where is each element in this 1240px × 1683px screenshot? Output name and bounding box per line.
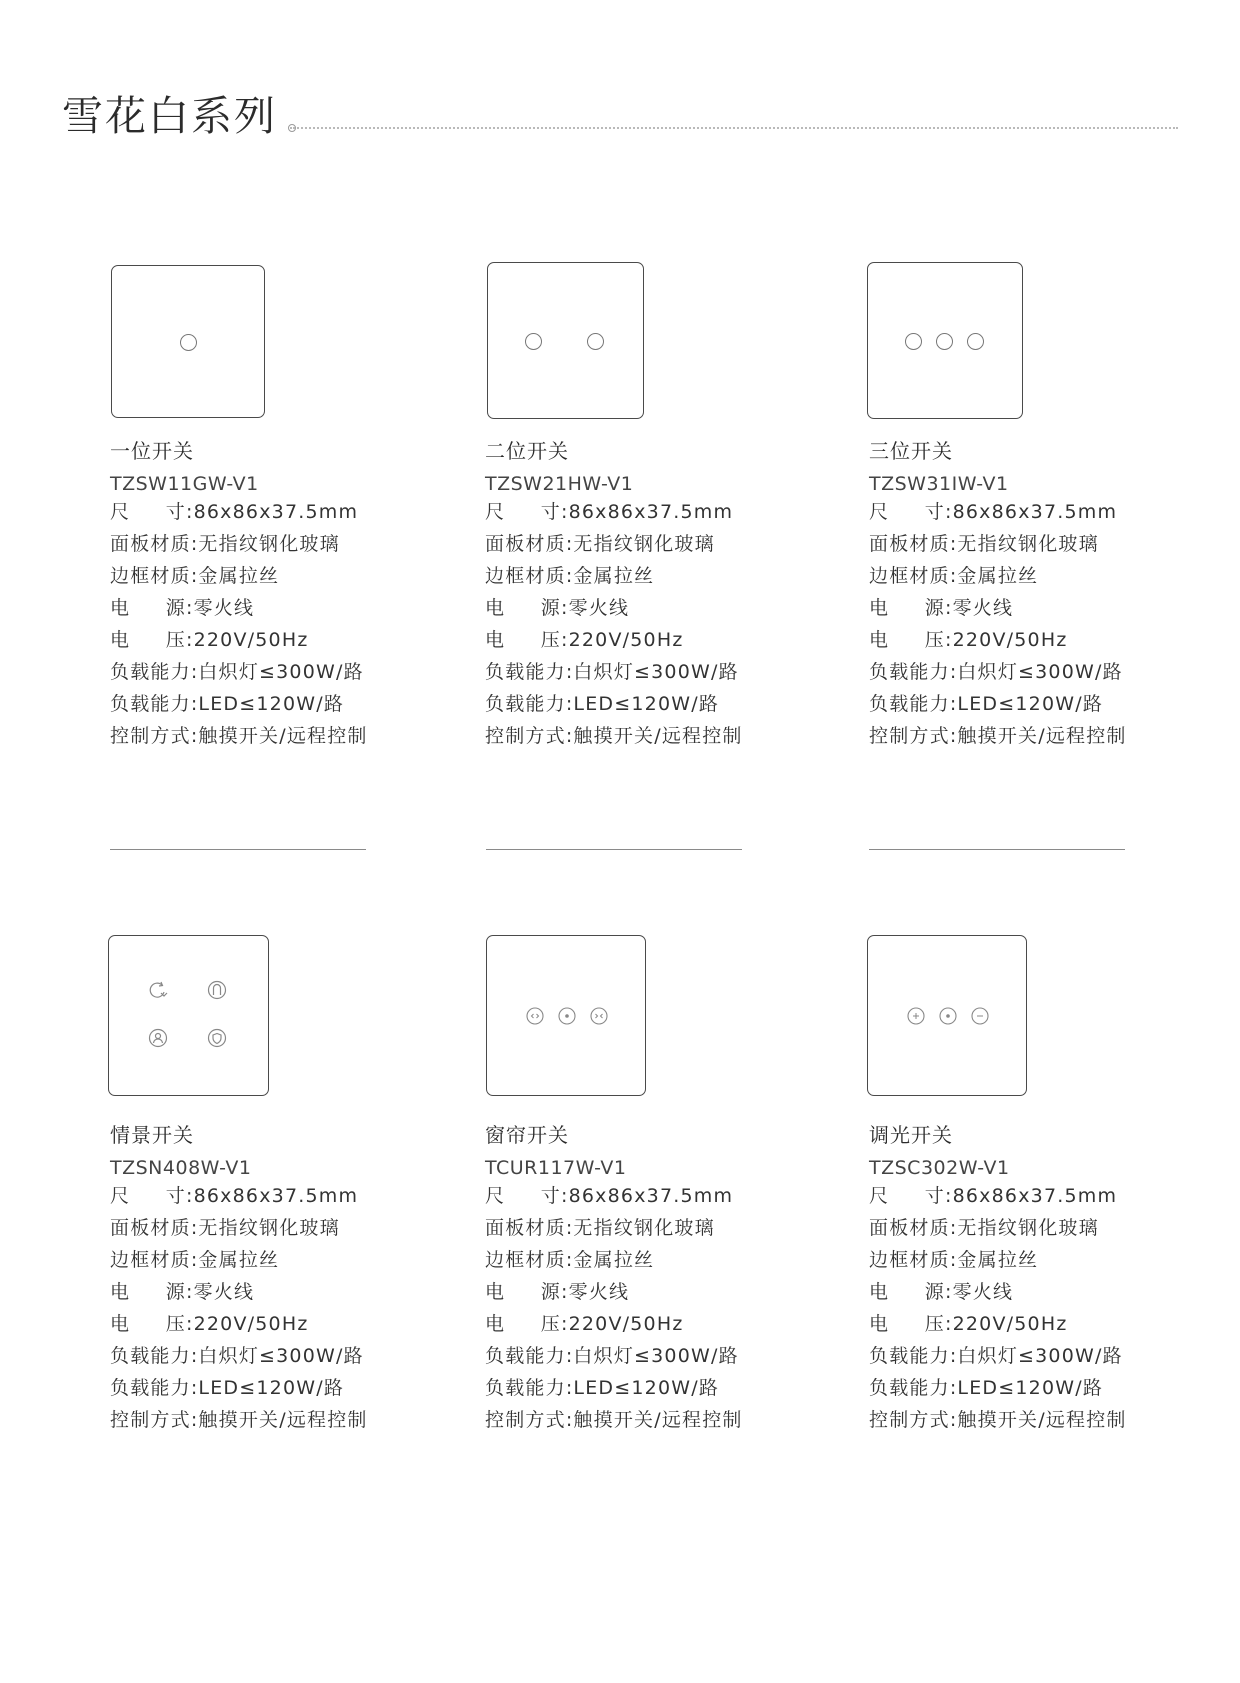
product-model: TZSW31IW-V1 xyxy=(869,473,1009,495)
spec-load-led: 负载能力:LED≤120W/路 xyxy=(869,688,1127,720)
spec-voltage: 电 压:220V/50Hz xyxy=(485,624,743,656)
spec-value: 零火线 xyxy=(193,1281,255,1303)
spec-size: 尺 寸:86x86x37.5mm xyxy=(869,1180,1127,1212)
spec-label: 尺 寸 xyxy=(869,501,945,523)
dim-up-icon xyxy=(906,1006,926,1026)
spec-label: 控制方式 xyxy=(869,1409,950,1431)
touch-button-icon xyxy=(525,333,542,350)
dim-down-icon xyxy=(970,1006,990,1026)
switch-panel xyxy=(487,262,644,419)
spec-control: 控制方式:触摸开关/远程控制 xyxy=(110,720,368,752)
dim-power-icon xyxy=(938,1006,958,1026)
spec-control: 控制方式:触摸开关/远程控制 xyxy=(110,1404,368,1436)
spec-value: 86x86x37.5mm xyxy=(568,1185,734,1207)
spec-power: 电 源:零火线 xyxy=(869,592,1127,624)
spec-value: 金属拉丝 xyxy=(957,1249,1039,1271)
spec-value: 触摸开关/远程控制 xyxy=(198,725,368,747)
spec-label: 面板材质 xyxy=(485,533,566,555)
spec-value: 金属拉丝 xyxy=(573,1249,655,1271)
spec-value: 触摸开关/远程控制 xyxy=(198,1409,368,1431)
spec-value: 触摸开关/远程控制 xyxy=(957,725,1127,747)
spec-label: 尺 寸 xyxy=(485,1185,561,1207)
spec-value: 零火线 xyxy=(568,1281,630,1303)
spec-label: 电 压 xyxy=(485,629,561,651)
spec-value: 金属拉丝 xyxy=(957,565,1039,587)
spec-voltage: 电 压:220V/50Hz xyxy=(869,1308,1127,1340)
curtain-pause-icon xyxy=(557,1006,577,1026)
spec-size: 尺 寸:86x86x37.5mm xyxy=(869,496,1127,528)
spec-value: 无指纹钢化玻璃 xyxy=(573,1217,715,1239)
spec-power: 电 源:零火线 xyxy=(110,592,368,624)
guest-icon xyxy=(147,1027,169,1049)
spec-load-incandescent: 负载能力:白炽灯≤300W/路 xyxy=(485,1340,743,1372)
spec-voltage: 电 压:220V/50Hz xyxy=(485,1308,743,1340)
switch-panel xyxy=(867,262,1023,419)
spec-value: 白炽灯≤300W/路 xyxy=(957,661,1123,683)
spec-load-incandescent: 负载能力:白炽灯≤300W/路 xyxy=(869,656,1127,688)
touch-button-icon xyxy=(967,333,984,350)
spec-size: 尺 寸:86x86x37.5mm xyxy=(485,496,743,528)
spec-label: 尺 寸 xyxy=(110,501,186,523)
spec-power: 电 源:零火线 xyxy=(869,1276,1127,1308)
spec-list xyxy=(869,496,1127,752)
product-name: 三位开关 xyxy=(869,439,953,463)
spec-frame: 边框材质:金属拉丝 xyxy=(485,1244,743,1276)
spec-label: 负载能力 xyxy=(110,1377,191,1399)
spec-value: 金属拉丝 xyxy=(198,565,280,587)
spec-label: 电 源 xyxy=(485,597,561,619)
touch-button-icon xyxy=(180,334,197,351)
spec-panel: 面板材质:无指纹钢化玻璃 xyxy=(869,528,1127,560)
spec-panel: 面板材质:无指纹钢化玻璃 xyxy=(485,1212,743,1244)
spec-value: LED≤120W/路 xyxy=(573,1377,720,1399)
spec-label: 负载能力 xyxy=(110,1345,191,1367)
spec-size: 尺 寸:86x86x37.5mm xyxy=(485,1180,743,1212)
spec-load-led: 负载能力:LED≤120W/路 xyxy=(110,688,368,720)
spec-frame: 边框材质:金属拉丝 xyxy=(869,560,1127,592)
spec-frame: 边框材质:金属拉丝 xyxy=(110,1244,368,1276)
product-name: 二位开关 xyxy=(485,439,569,463)
spec-load-led: 负载能力:LED≤120W/路 xyxy=(110,1372,368,1404)
spec-value: 零火线 xyxy=(952,1281,1014,1303)
spec-value: 220V/50Hz xyxy=(952,629,1068,651)
spec-label: 负载能力 xyxy=(869,1345,950,1367)
spec-value: 无指纹钢化玻璃 xyxy=(573,533,715,555)
spec-label: 控制方式 xyxy=(485,725,566,747)
touch-button-icon xyxy=(905,333,922,350)
spec-value: 无指纹钢化玻璃 xyxy=(198,1217,340,1239)
section-divider xyxy=(869,849,1125,850)
spec-label: 边框材质 xyxy=(485,565,566,587)
spec-power: 电 源:零火线 xyxy=(110,1276,368,1308)
spec-value: 触摸开关/远程控制 xyxy=(573,725,743,747)
spec-voltage: 电 压:220V/50Hz xyxy=(110,624,368,656)
switch-panel xyxy=(486,935,646,1096)
spec-value: LED≤120W/路 xyxy=(198,1377,345,1399)
spec-frame: 边框材质:金属拉丝 xyxy=(110,560,368,592)
spec-value: 86x86x37.5mm xyxy=(952,501,1118,523)
spec-size: 尺 寸:86x86x37.5mm xyxy=(110,1180,368,1212)
spec-label: 电 压 xyxy=(485,1313,561,1335)
spec-value: 86x86x37.5mm xyxy=(952,1185,1118,1207)
spec-value: 金属拉丝 xyxy=(573,565,655,587)
spec-value: LED≤120W/路 xyxy=(198,693,345,715)
spec-label: 面板材质 xyxy=(869,533,950,555)
spec-label: 负载能力 xyxy=(869,1377,950,1399)
spec-value: 白炽灯≤300W/路 xyxy=(198,661,364,683)
spec-label: 面板材质 xyxy=(485,1217,566,1239)
spec-label: 电 源 xyxy=(869,597,945,619)
spec-value: 无指纹钢化玻璃 xyxy=(198,533,340,555)
spec-value: 零火线 xyxy=(568,597,630,619)
leave-home-icon xyxy=(206,979,228,1001)
spec-label: 控制方式 xyxy=(869,725,950,747)
spec-load-incandescent: 负载能力:白炽灯≤300W/路 xyxy=(485,656,743,688)
spec-list xyxy=(110,1180,368,1436)
curtain-close-icon xyxy=(589,1006,609,1026)
spec-list xyxy=(485,1180,743,1436)
spec-load-incandescent: 负载能力:白炽灯≤300W/路 xyxy=(869,1340,1127,1372)
spec-label: 电 源 xyxy=(869,1281,945,1303)
spec-frame: 边框材质:金属拉丝 xyxy=(869,1244,1127,1276)
spec-label: 电 源 xyxy=(110,597,186,619)
spec-label: 负载能力 xyxy=(869,693,950,715)
spec-label: 负载能力 xyxy=(869,661,950,683)
spec-value: LED≤120W/路 xyxy=(957,1377,1104,1399)
spec-label: 电 压 xyxy=(110,629,186,651)
spec-label: 负载能力 xyxy=(110,693,191,715)
spec-value: 白炽灯≤300W/路 xyxy=(957,1345,1123,1367)
spec-label: 尺 寸 xyxy=(110,1185,186,1207)
spec-value: 220V/50Hz xyxy=(193,629,309,651)
spec-value: 220V/50Hz xyxy=(568,1313,684,1335)
spec-label: 控制方式 xyxy=(110,725,191,747)
return-home-icon xyxy=(147,979,169,1001)
spec-power: 电 源:零火线 xyxy=(485,1276,743,1308)
spec-label: 尺 寸 xyxy=(869,1185,945,1207)
product-name: 窗帘开关 xyxy=(485,1123,569,1147)
spec-label: 负载能力 xyxy=(485,661,566,683)
spec-value: 零火线 xyxy=(952,597,1014,619)
spec-value: 触摸开关/远程控制 xyxy=(957,1409,1127,1431)
spec-value: 86x86x37.5mm xyxy=(568,501,734,523)
spec-load-led: 负载能力:LED≤120W/路 xyxy=(869,1372,1127,1404)
product-name: 一位开关 xyxy=(110,439,194,463)
spec-label: 电 压 xyxy=(869,1313,945,1335)
spec-load-incandescent: 负载能力:白炽灯≤300W/路 xyxy=(110,1340,368,1372)
product-name: 调光开关 xyxy=(869,1123,953,1147)
spec-voltage: 电 压:220V/50Hz xyxy=(869,624,1127,656)
spec-value: 触摸开关/远程控制 xyxy=(573,1409,743,1431)
spec-label: 负载能力 xyxy=(485,693,566,715)
spec-value: LED≤120W/路 xyxy=(957,693,1104,715)
spec-list xyxy=(485,496,743,752)
spec-value: 220V/50Hz xyxy=(952,1313,1068,1335)
spec-value: 86x86x37.5mm xyxy=(193,1185,359,1207)
spec-panel: 面板材质:无指纹钢化玻璃 xyxy=(110,528,368,560)
spec-list xyxy=(110,496,368,752)
switch-panel xyxy=(867,935,1027,1096)
spec-panel: 面板材质:无指纹钢化玻璃 xyxy=(869,1212,1127,1244)
spec-value: 无指纹钢化玻璃 xyxy=(957,533,1099,555)
section-divider xyxy=(110,849,366,850)
spec-load-incandescent: 负载能力:白炽灯≤300W/路 xyxy=(110,656,368,688)
section-divider xyxy=(486,849,742,850)
product-model: TZSC302W-V1 xyxy=(869,1157,1010,1179)
page-title: 雪花白系列 xyxy=(62,92,277,140)
spec-label: 负载能力 xyxy=(485,1377,566,1399)
spec-value: 白炽灯≤300W/路 xyxy=(198,1345,364,1367)
product-model: TZSN408W-V1 xyxy=(110,1157,252,1179)
spec-label: 控制方式 xyxy=(110,1409,191,1431)
curtain-open-icon xyxy=(525,1006,545,1026)
touch-button-icon xyxy=(936,333,953,350)
spec-label: 边框材质 xyxy=(869,565,950,587)
product-name: 情景开关 xyxy=(110,1123,194,1147)
spec-label: 电 压 xyxy=(110,1313,186,1335)
spec-control: 控制方式:触摸开关/远程控制 xyxy=(485,1404,743,1436)
spec-label: 负载能力 xyxy=(110,661,191,683)
product-model: TZSW21HW-V1 xyxy=(485,473,634,495)
touch-button-icon xyxy=(587,333,604,350)
product-model: TZSW11GW-V1 xyxy=(110,473,259,495)
spec-label: 负载能力 xyxy=(485,1345,566,1367)
spec-panel: 面板材质:无指纹钢化玻璃 xyxy=(110,1212,368,1244)
spec-label: 电 压 xyxy=(869,629,945,651)
spec-control: 控制方式:触摸开关/远程控制 xyxy=(869,1404,1127,1436)
security-icon xyxy=(206,1027,228,1049)
spec-value: 白炽灯≤300W/路 xyxy=(573,1345,739,1367)
spec-frame: 边框材质:金属拉丝 xyxy=(485,560,743,592)
spec-label: 面板材质 xyxy=(110,533,191,555)
spec-value: 金属拉丝 xyxy=(198,1249,280,1271)
spec-value: 白炽灯≤300W/路 xyxy=(573,661,739,683)
product-model: TCUR117W-V1 xyxy=(485,1157,627,1179)
spec-label: 边框材质 xyxy=(485,1249,566,1271)
switch-panel xyxy=(111,265,265,418)
spec-control: 控制方式:触摸开关/远程控制 xyxy=(869,720,1127,752)
spec-power: 电 源:零火线 xyxy=(485,592,743,624)
spec-load-led: 负载能力:LED≤120W/路 xyxy=(485,1372,743,1404)
spec-value: 零火线 xyxy=(193,597,255,619)
spec-label: 面板材质 xyxy=(869,1217,950,1239)
spec-label: 边框材质 xyxy=(110,565,191,587)
spec-control: 控制方式:触摸开关/远程控制 xyxy=(485,720,743,752)
spec-value: 220V/50Hz xyxy=(568,629,684,651)
spec-value: 无指纹钢化玻璃 xyxy=(957,1217,1099,1239)
spec-label: 电 源 xyxy=(110,1281,186,1303)
spec-load-led: 负载能力:LED≤120W/路 xyxy=(485,688,743,720)
title-dotted-rule xyxy=(290,127,1178,129)
spec-value: LED≤120W/路 xyxy=(573,693,720,715)
spec-value: 86x86x37.5mm xyxy=(193,501,359,523)
spec-label: 尺 寸 xyxy=(485,501,561,523)
switch-panel xyxy=(108,935,269,1096)
spec-label: 控制方式 xyxy=(485,1409,566,1431)
spec-label: 电 源 xyxy=(485,1281,561,1303)
spec-value: 220V/50Hz xyxy=(193,1313,309,1335)
spec-panel: 面板材质:无指纹钢化玻璃 xyxy=(485,528,743,560)
spec-voltage: 电 压:220V/50Hz xyxy=(110,1308,368,1340)
spec-list xyxy=(869,1180,1127,1436)
spec-label: 边框材质 xyxy=(110,1249,191,1271)
spec-label: 边框材质 xyxy=(869,1249,950,1271)
spec-label: 面板材质 xyxy=(110,1217,191,1239)
spec-size: 尺 寸:86x86x37.5mm xyxy=(110,496,368,528)
